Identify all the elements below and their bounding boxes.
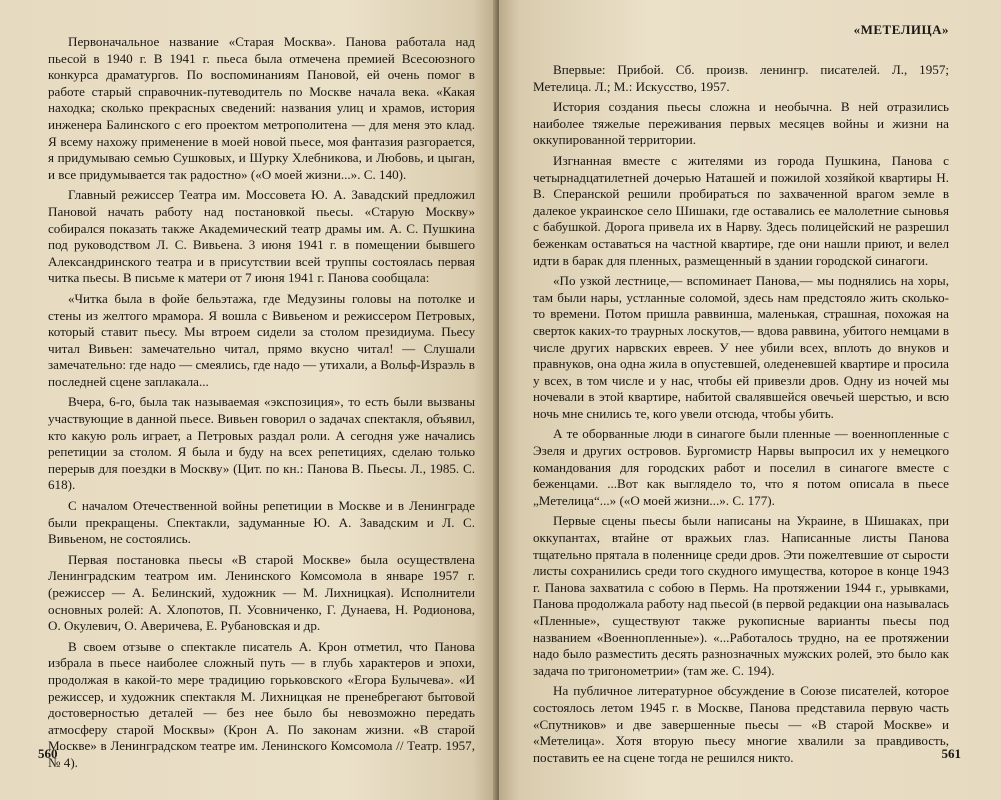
paragraph: История создания пьесы сложна и необычна. В ней отразились наиболее тяжелые переживания первых месяцев войны и жизни на оккупированной территории. xyxy=(533,99,949,148)
left-page-text xyxy=(48,34,475,772)
paragraph: Главный режиссер Театра им. Моссовета Ю. А. Завадский предложил Пановой начать работу над постановкой пьесы. «Старую Москву» собирался показать также Академический театр драмы им. А. С. Пушкина под руководством Л. С. Вивьена. 3 июня 1941 г. в помещении бывшего Александринского театра и в присутствии всей труппы состоялась первая читка пьесы. В письме к матери от 7 июня 1941 г. Панова сообщала: xyxy=(48,187,475,286)
paragraph: Первые сцены пьесы были написаны на Украине, в Шишаках, при оккупантах, втайне от вражьих глаз. Написанные листы Панова тщательно прятала в поленнице среди дров. Эти пожелтевшие от сырости листы сохранились среди того скудного имущества, которое в конце 1943 г. Панова захватила с собою в Пермь. На протяжении 1944 г., урывками, Панова продолжала работу над пьесой (в первой редакции она называлась «Пленные», существуют также рукописные варианты пьесы под названием «Военнопленные»). «...Работалось трудно, на ее протяжении надо было разместить десять разнозначных мужских ролей, это было как задача по тригонометрии» (там же. С. 194). xyxy=(533,513,949,678)
paragraph: Впервые: Прибой. Сб. произв. ленингр. писателей. Л., 1957; Метелица. Л.; М.: Искусство, 1957. xyxy=(533,62,949,94)
page-number-left: 560 xyxy=(38,746,58,761)
quote-paragraph: «По узкой лестнице,— вспоминает Панова,— мы поднялись на хоры, там были нары, устланные соломой, здесь нам предстояло жить сколько-то времени. Потом пришла раввинша, маленькая, страшная, похожая на сверток каких-то траурных лоскутов,— вдова раввина, убитого немцами в числе других нарвских евреев. У нее убили всех, вплоть до внуков и правнуков, она одна жила в опустевшей, оледеневшей квартире и просила у всех, в том числе и у нас, чтобы ей привезли дров. Одну из ночей мы ночевали в этой квартире, набитой свалявшейся овечьей шерстью, и всю ночь мне снились те, кого увели отсюда, чтобы убить. xyxy=(533,273,949,421)
paragraph: Первая постановка пьесы «В старой Москве» была осуществлена Ленинградским театром им. Ленинского Комсомола в январе 1957 г. (режиссер — А. Белинский, художник — М. Лихницкая). Исполнители основных ролей: А. Хлопотов, П. Усовниченко, Г. Дунаева, Н. Родионова, О. Окулевич, О. Аверичева, Е. Рубановская и др. xyxy=(48,551,475,634)
right-page xyxy=(499,0,1001,800)
running-head: «МЕТЕЛИЦА» xyxy=(853,22,949,37)
page-number-right: 561 xyxy=(941,746,961,761)
left-page xyxy=(0,0,497,800)
quote-paragraph: «Читка была в фойе бельэтажа, где Медузины головы на потолке и стены из желтого мрамора. Я вошла с Вивьеном и режиссером Петровых, который ставит пьесу. Мы втроем сидели за столом президиума. Пьесу читал Вивьен: замечательно читал, прямо вкусно читал! — Слушали замечательно: где надо — смеялись, где надо — утихали, а Вольф-Израэль в последней сцене заплакала... xyxy=(48,290,475,389)
paragraph: В своем отзыве о спектакле писатель А. Крон отметил, что Панова избрала в пьесе наиболее сложный путь — в глубь характеров и эпохи, продолжая в какой-то мере традицию горьковского «Егора Булычева». «И режиссер, и художник спектакля М. Лихницкая не пренебрегают бытовой достоверностью деталей — без нее было бы невозможно передать атмосферу старой Москвы» (Крон А. По законам жизни. «В старой Москве» в Ленинградском театре им. Ленинского Комсомола // Театр. 1957, № 4). xyxy=(48,638,475,770)
paragraph: А те оборванные люди в синагоге были пленные — военнопленные с Эзеля и других островов. Бургомистр Нарвы выпросил их у немецкого командования для городских работ и поселил в синагоге вместе с беженцами. ...Вот как выглядело то, что я потом описала в пьесе „Метелица“...» («О моей жизни...». С. 177). xyxy=(533,426,949,508)
paragraph: На публичное литературное обсуждение в Союзе писателей, которое состоялось летом 1945 г. в Москве, Панова представила первую часть «Спутников» и две завершенные пьесы — «В старой Москве» и «Метелица». Хотя вторую пьесу многие хвалили за правдивость, поставить ее на сцене тогда не решился никто. xyxy=(533,683,949,765)
paragraph: Первоначальное название «Старая Москва». Панова работала над пьесой в 1940 г. В 1941 г. пьеса была отмечена премией Всесоюзного конкурса драматургов. По воспоминаниям Пановой, ей очень помог в работе старый справочник-путеводитель по Москве начала века. «Какая находка; сколько прекрасных сведений: названия улиц и храмов, история инженера Балинского с его проектом метрополитена — для меня это клад. Я всему нахожу применение в моей новой пьесе, моя фантазия разгорается, я придумываю семью Сушковых, и Шурку Хлебникова, и Любовь, и цыган, и все придумывается так радостно» («О моей жизни...». С. 140). xyxy=(48,34,475,182)
quote-paragraph: Вчера, 6-го, была так называемая «экспозиция», то есть были вызваны участвующие в данной пьесе. Вивьен говорил о задачах спектакля, объявил, кто какую роль играет, а Петровых раздал роли. А сегодня уже начались репетиции за столом. Я была и буду на всех репетициях, сделаю только перерыв для поездки в Москву» (Цит. по кн.: Панова В. Пьесы. Л., 1985. С. 618). xyxy=(48,394,475,493)
right-page-text xyxy=(533,62,949,766)
paragraph: Изгнанная вместе с жителями из города Пушкина, Панова с четырнадцатилетней дочерью Наташей и пожилой хозяйкой квартиры Н. В. Сперанской решили пробираться по захваченной врагом земле в далекое украинское село Шишаки, где оставались ее малолетние сыновья с бабушкой. Дорога привела их в Нарву. Здесь полицейский не разрешил беженкам оставаться на частной квартире, где они нашли приют, и велел идти в барак для пленных, размещенный в здании городской синагоги. xyxy=(533,152,949,268)
paragraph: С началом Отечественной войны репетиции в Москве и в Ленинграде были прекращены. Спектакли, задуманные Ю. А. Завадским и Л. С. Вивьеном, не состоялись. xyxy=(48,498,475,547)
